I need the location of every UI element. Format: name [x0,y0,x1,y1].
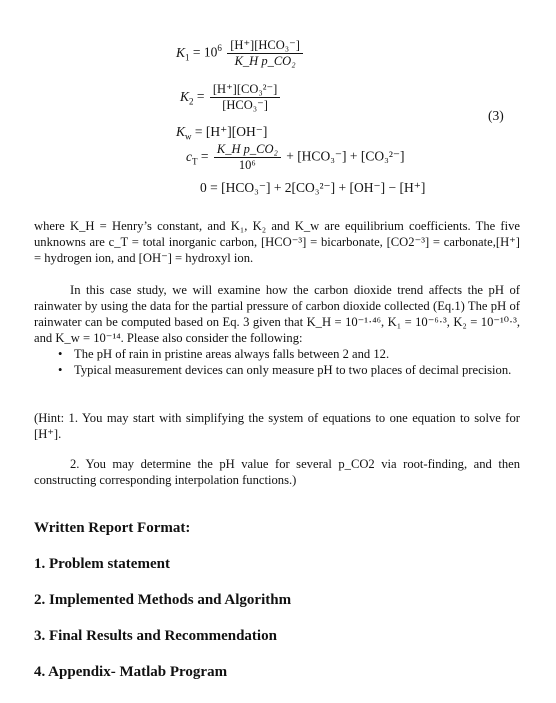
ct-numerator: K_H p_CO₂ [214,142,281,158]
list-item: • Typical measurement devices can only measure pH to two places of decimal precision. [34,362,520,378]
equation-kw [176,124,267,142]
considerations-list [34,346,520,378]
equation-system [0,0,556,200]
equation-charge-balance: 0 = [HCO₃⁻] + 2[CO₃²⁻] + [OH⁻] − [H⁺] [200,180,426,195]
k2-fraction [210,82,280,113]
equation-k1 [176,38,305,69]
k2-numerator: [H⁺][CO₃²⁻] [210,82,280,98]
ct-fraction [214,142,281,173]
ct-lhs: $c_T$ [186,148,198,167]
k1-denominator: K_H p_CO₂ [234,54,296,68]
report-item-problem-statement: 1. Problem statement [34,556,170,572]
list-item: • The pH of rain in pristine areas always falls between 2 and 12. [34,346,520,362]
hint-two: 2. You may determine the pH value for several p_CO2 via root-finding, and then constructing corresponding interpolation functions.) [34,457,520,487]
ct-denominator: 10⁶ [238,158,256,172]
report-item-appendix: 4. Appendix- Matlab Program [34,664,228,680]
k1-prefix: = 10 [192,44,218,60]
equation-number: (3) [488,108,504,123]
report-format-heading: Written Report Format: [34,520,191,536]
case-study-paragraph: In this case study, we will examine how the carbon dioxide trend affects the pH of rainwater by using the data for the partial pressure of carbon dioxide collected (Eq.1) The pH of rainwater can be computed based on Eq. 3 given that K_H = 10⁻¹·⁴⁶, K₁ = 10⁻⁶·³, K₂ = 10⁻¹⁰·³, and K_w = 10⁻¹⁴. Please also consider the following: [34,283,520,345]
report-item-results: 3. Final Results and Recommendation [34,628,277,644]
unknowns-paragraph: where K_H = Henry’s constant, and K₁, K₂ and K_w are equilibrium coefficients. The five unknowns are c_T = total inorganic carbon, [HCO⁻³] = bicarbonate, [CO2⁻³] = carbonate,[H⁺] = hydrogen ion, and [OH⁻] = hydroxyl ion. [34,219,520,265]
k1-exponent: 6 [217,43,222,54]
equation-ct: $c_T$ = $\frac{\text{K\_H p\_CO₂}}{\text{10⁶}}$ + [HCO₃⁻] + [CO₃²⁻] [186,142,405,172]
kw-rhs: = [H⁺][OH⁻] [194,124,268,139]
ct-rhs: + [HCO₃⁻] + [CO₃²⁻] [286,148,405,164]
k1-fraction [227,38,303,69]
k2-denominator: [HCO₃⁻] [222,98,268,112]
k1-lhs: $K_1$ [176,44,190,63]
k2-lhs: $K_2$ [180,88,194,107]
hint-one: (Hint: 1. You may start with simplifying the system of equations to one equation to solve for [H⁺]. [34,411,520,441]
k1-numerator: [H⁺][HCO₃⁻] [227,38,303,54]
equation-k2: $K_2$ = $\frac{\text{[H⁺][CO₃²⁻]}}{\text{[HCO₃⁻]}}$ [180,82,282,113]
report-item-methods: 2. Implemented Methods and Algorithm [34,592,292,608]
kw-lhs: $K_w$ [176,124,192,142]
